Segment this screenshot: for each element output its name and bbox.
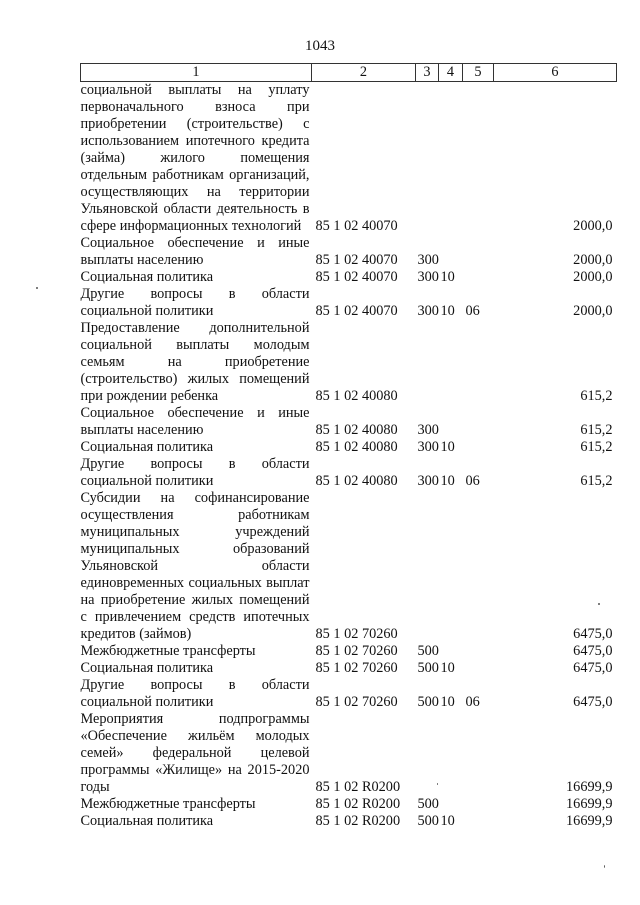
row-name: Другие вопросы в области социальной политики: [80, 677, 310, 710]
row-amount: 2000,0: [573, 303, 613, 319]
row-expense-type: 500: [417, 813, 439, 829]
scan-speck: [598, 603, 600, 605]
row-section: [439, 405, 463, 439]
row-subsection: [463, 490, 494, 643]
header-col-2: 2: [312, 64, 416, 82]
row-amount: 615,2: [580, 422, 613, 438]
row-expense-type: 300: [417, 252, 439, 268]
row-amount: 6475,0: [573, 694, 613, 710]
header-col-5: 5: [463, 64, 494, 82]
row-name: Социальное обеспечение и иные выплаты населению: [80, 405, 310, 438]
row-section: 10: [440, 694, 455, 710]
row-code: 85 1 02 70260: [315, 694, 398, 710]
header-col-6: 6: [494, 64, 617, 82]
row-amount: 16699,9: [566, 779, 613, 795]
table-row: [81, 796, 617, 813]
row-name: Субсидии на софинансирование осуществления работникам муниципальных учреждений муниципальных образований Ульяновской области единовременных социальных выплат на приобретение жилых помещений с привлечением средств ипотечных кредитов (займов): [80, 490, 310, 642]
table-row: [81, 439, 617, 456]
row-expense-type: 500: [417, 796, 439, 812]
row-code: 85 1 02 R0200: [315, 796, 401, 812]
row-code: 85 1 02 R0200: [315, 813, 401, 829]
table-row: [81, 490, 617, 643]
row-section: [439, 82, 463, 236]
row-subsection: [463, 660, 494, 677]
table-header: [81, 64, 617, 82]
row-subsection: [463, 82, 494, 236]
row-name: Социальная политика: [80, 813, 214, 829]
row-section: [439, 320, 463, 405]
header-row: [81, 64, 617, 82]
row-amount: 2000,0: [573, 218, 613, 234]
row-section: 10: [440, 473, 455, 489]
row-section: [439, 235, 463, 269]
row-name: Социальное обеспечение и иные выплаты населению: [80, 235, 310, 268]
row-code: 85 1 02 40080: [315, 473, 398, 489]
row-expense-type: 300: [417, 473, 439, 489]
table-row: [81, 405, 617, 439]
table-row: [81, 660, 617, 677]
header-col-4: 4: [439, 64, 463, 82]
row-section: 10: [440, 303, 455, 319]
page-number: 1043: [305, 38, 335, 54]
row-code: 85 1 02 40080: [315, 439, 398, 455]
row-amount: 615,2: [580, 473, 613, 489]
row-subsection: 06: [465, 303, 480, 319]
row-subsection: [463, 643, 494, 660]
row-amount: 615,2: [580, 439, 613, 455]
table-row: [81, 320, 617, 405]
table-row: [81, 269, 617, 286]
row-subsection: [463, 439, 494, 456]
row-section: [439, 643, 463, 660]
row-code: 85 1 02 40080: [315, 422, 398, 438]
table-row: [81, 711, 617, 796]
row-subsection: [463, 320, 494, 405]
row-amount: 615,2: [580, 388, 613, 404]
table-row: [81, 813, 617, 830]
budget-table: [80, 63, 617, 830]
row-name: Социальная политика: [80, 439, 214, 455]
table-row: [81, 286, 617, 320]
scan-speck: [604, 865, 605, 868]
row-name: Мероприятия подпрограммы «Обеспечение жильём молодых семей» федеральной целевой программы «Жилище» на 2015-2020 годы: [80, 711, 310, 795]
row-code: 85 1 02 40070: [315, 303, 398, 319]
table-row: [81, 82, 617, 236]
row-expense-type: 500: [417, 643, 439, 659]
row-name: Социальная политика: [80, 660, 214, 676]
row-name: Предоставление дополнительной социальной выплаты молодым семьям на приобретение (строительство) жилых помещений при рождении ребенка: [80, 320, 310, 404]
row-name: Межбюджетные трансферты: [80, 643, 256, 659]
row-expense-type: 300: [417, 422, 439, 438]
table-row: [81, 643, 617, 660]
row-expense-type: 300: [417, 439, 439, 455]
row-section: [439, 490, 463, 643]
row-subsection: [463, 235, 494, 269]
row-amount: 6475,0: [573, 626, 613, 642]
row-section: 10: [440, 439, 455, 455]
row-expense-type: [416, 711, 439, 796]
row-expense-type: 300: [417, 269, 439, 285]
row-amount: 2000,0: [573, 252, 613, 268]
row-name: Другие вопросы в области социальной политики: [80, 456, 310, 489]
row-subsection: [463, 269, 494, 286]
row-expense-type: [416, 490, 439, 643]
row-code: 85 1 02 R0200: [315, 779, 401, 795]
table-body: [81, 82, 617, 831]
row-amount: 6475,0: [573, 643, 613, 659]
row-section: 10: [440, 813, 455, 829]
table-row: [81, 677, 617, 711]
scan-speck: [36, 287, 38, 289]
row-amount: 6475,0: [573, 660, 613, 676]
row-expense-type: 500: [417, 660, 439, 676]
row-code: 85 1 02 40070: [315, 269, 398, 285]
row-name: социальной выплаты на уплату первоначального взноса при приобретении (строительстве) с использованием ипотечного кредита (займа) жилого помещения отдельным работникам организаций, осуществляющих на территории Ульяновской области деятельность в сфере информационных технологий: [80, 82, 310, 234]
row-code: 85 1 02 70260: [315, 626, 398, 642]
row-subsection: 06: [465, 473, 480, 489]
row-subsection: [463, 796, 494, 813]
row-expense-type: [416, 82, 439, 236]
row-code: 85 1 02 40070: [315, 252, 398, 268]
row-subsection: 06: [465, 694, 480, 710]
table-row: [81, 235, 617, 269]
table-row: [81, 456, 617, 490]
row-amount: 16699,9: [566, 796, 613, 812]
row-code: 85 1 02 70260: [315, 660, 398, 676]
row-name: Социальная политика: [80, 269, 214, 285]
row-code: 85 1 02 70260: [315, 643, 398, 659]
row-code: 85 1 02 40080: [315, 388, 398, 404]
row-name: Другие вопросы в области социальной политики: [80, 286, 310, 319]
row-subsection: [463, 813, 494, 830]
row-code: 85 1 02 40070: [315, 218, 398, 234]
row-amount: 16699,9: [566, 813, 613, 829]
row-expense-type: 300: [417, 303, 439, 319]
row-subsection: [463, 405, 494, 439]
row-subsection: [463, 711, 494, 796]
row-section: [439, 796, 463, 813]
row-section: 10: [440, 660, 455, 676]
header-col-1: 1: [81, 64, 312, 82]
header-col-3: 3: [416, 64, 439, 82]
row-name: Межбюджетные трансферты: [80, 796, 256, 812]
row-section: [439, 711, 463, 796]
scan-speck: [437, 783, 438, 785]
row-expense-type: 500: [417, 694, 439, 710]
row-amount: 2000,0: [573, 269, 613, 285]
row-section: 10: [440, 269, 455, 285]
row-expense-type: [416, 320, 439, 405]
